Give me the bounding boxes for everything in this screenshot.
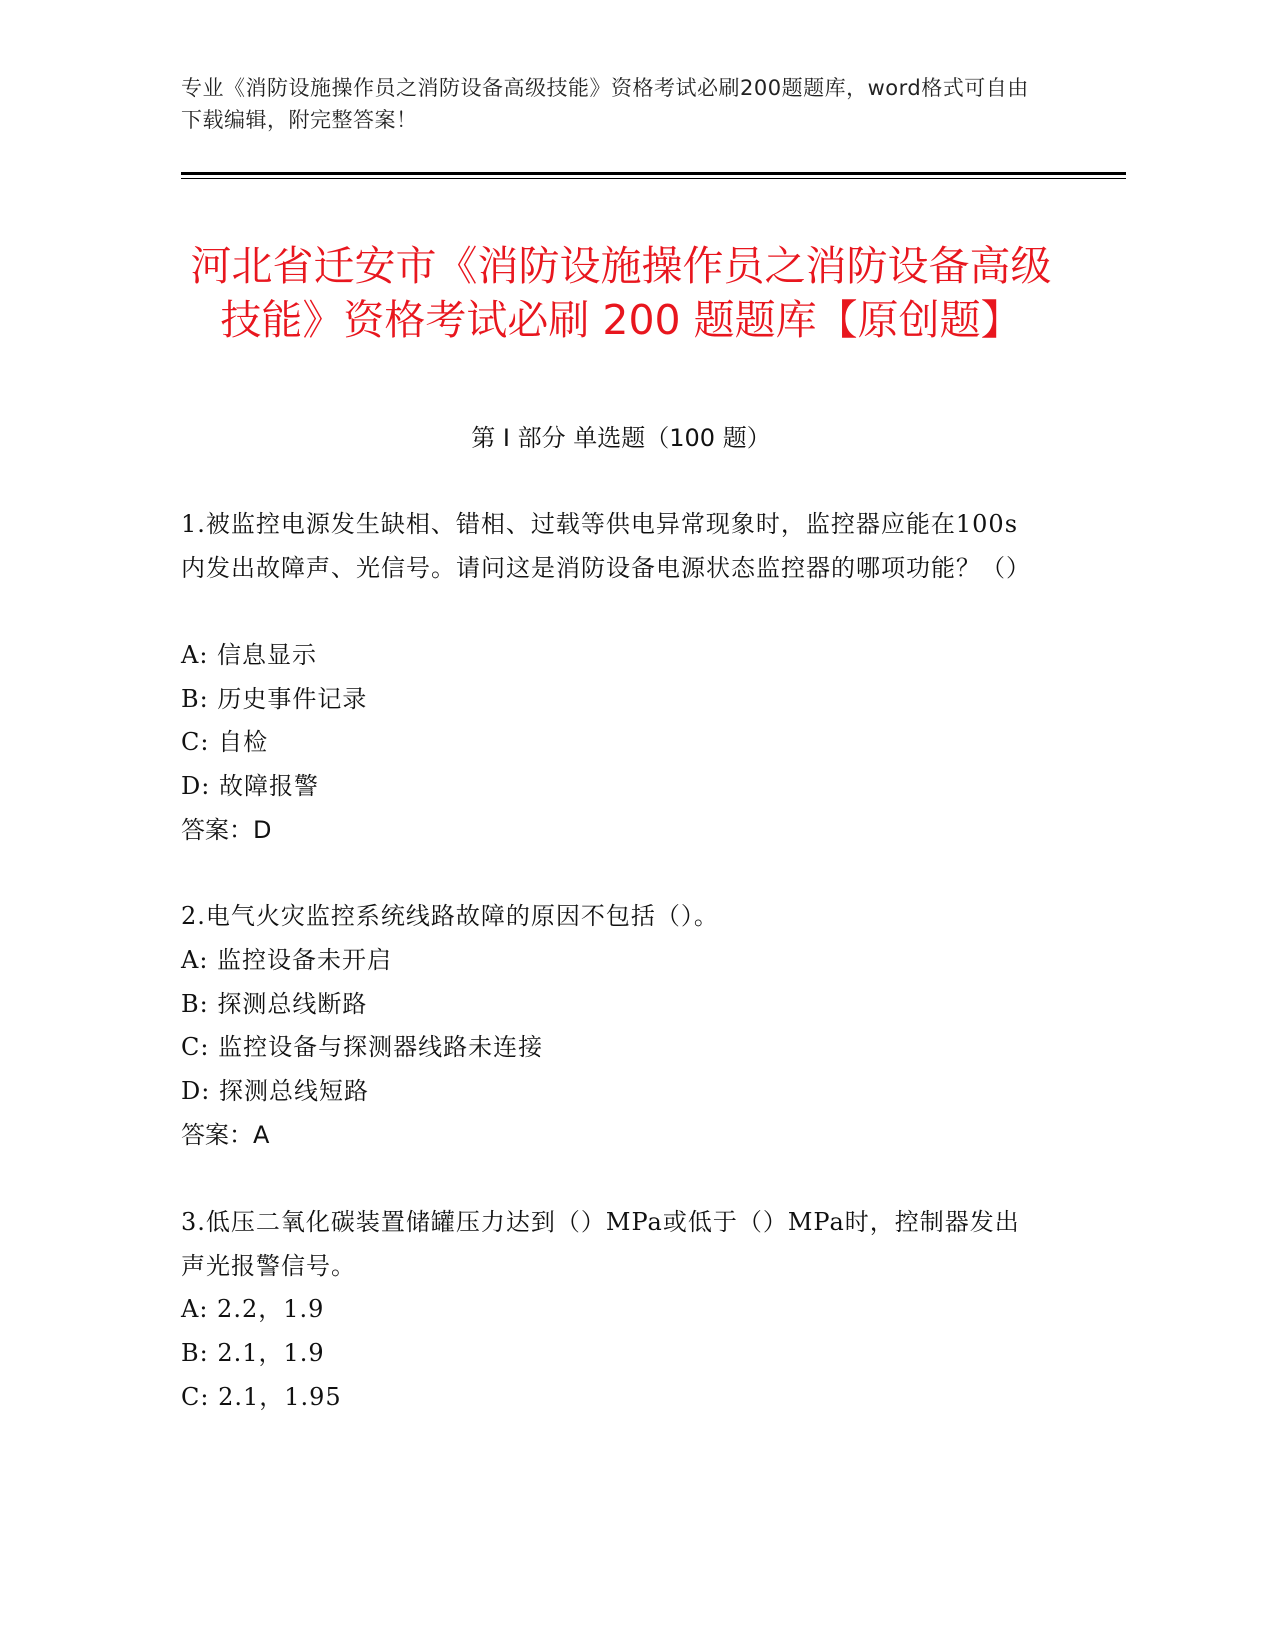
option-a: A: 信息显示 (181, 641, 318, 669)
option-c: C: 自检 (181, 728, 269, 756)
option-c: C: 2.1，1.95 (181, 1383, 342, 1411)
header-rule-thick (181, 172, 1126, 175)
question-stem: 1.被监控电源发生缺相、错相、过载等供电异常现象时，监控器应能在100s内发出故障声、光信号。请问这是消防设备电源状态监控器的哪项功能？（） (181, 510, 1031, 582)
option-d: D: 探测总线短路 (181, 1077, 369, 1105)
option-b: B: 2.1，1.9 (181, 1339, 325, 1367)
option-a: A: 监控设备未开启 (181, 946, 393, 974)
option-b: B: 历史事件记录 (181, 685, 368, 713)
option-b: B: 探测总线断路 (181, 990, 368, 1018)
question-stem: 2.电气火灾监控系统线路故障的原因不包括（）。 (181, 902, 719, 930)
answer: 答案：D (181, 816, 272, 844)
option-a: A: 2.2，1.9 (181, 1295, 325, 1323)
header-note: 专业《消防设施操作员之消防设备高级技能》资格考试必刷200题题库，word格式可自由下载编辑，附完整答案！ (181, 76, 1029, 132)
document-title: 河北省迁安市《消防设施操作员之消防设备高级技能》资格考试必刷 200 题题库【原创题】 (190, 242, 1052, 345)
header-rule-thin (181, 178, 1126, 179)
section-title: 第 I 部分 单选题（100 题） (471, 424, 771, 452)
option-c: C: 监控设备与探测器线路未连接 (181, 1033, 544, 1061)
answer: 答案：A (181, 1121, 270, 1149)
option-d: D: 故障报警 (181, 772, 319, 800)
question-stem: 3.低压二氧化碳装置储罐压力达到（）MPa或低于（）MPa时，控制器发出声光报警信号。 (181, 1208, 1020, 1280)
